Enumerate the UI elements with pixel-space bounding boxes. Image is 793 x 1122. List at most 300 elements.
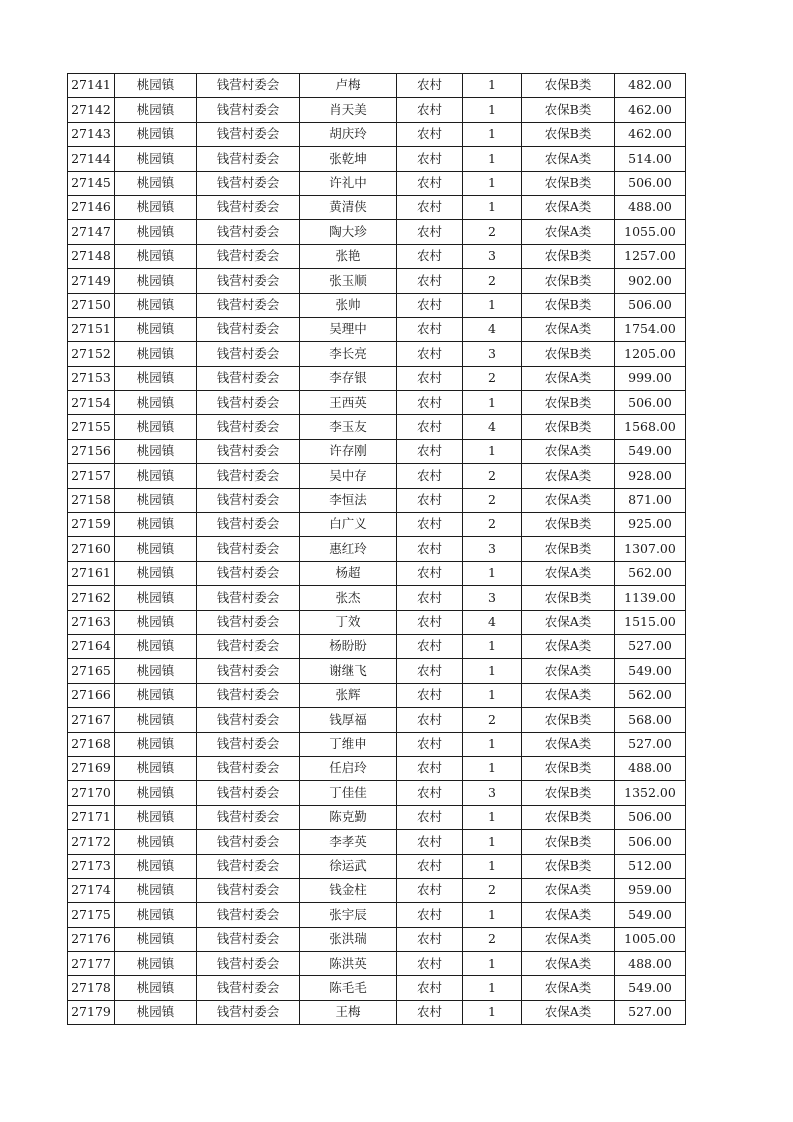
table-row [68,903,686,927]
area-cell: 农村 [397,903,463,927]
amount-cell: 562.00 [615,561,686,585]
household-count-cell: 1 [463,439,522,463]
category-cell: 农保B类 [522,586,615,610]
town-cell: 桃园镇 [115,391,197,415]
category-cell: 农保B类 [522,342,615,366]
committee-cell: 钱营村委会 [197,781,300,805]
table-row [68,854,686,878]
household-count-cell: 2 [463,488,522,512]
committee-cell: 钱营村委会 [197,927,300,951]
town-cell: 桃园镇 [115,952,197,976]
area-cell: 农村 [397,147,463,171]
category-cell: 农保A类 [522,976,615,1000]
table-row [68,342,686,366]
area-cell: 农村 [397,781,463,805]
row-id-cell: 27173 [68,854,115,878]
amount-cell: 928.00 [615,464,686,488]
area-cell: 农村 [397,756,463,780]
town-cell: 桃园镇 [115,244,197,268]
category-cell: 农保B类 [522,293,615,317]
name-cell: 陈洪英 [300,952,397,976]
area-cell: 农村 [397,366,463,390]
category-cell: 农保B类 [522,830,615,854]
name-cell: 李存银 [300,366,397,390]
area-cell: 农村 [397,659,463,683]
table-row [68,952,686,976]
committee-cell: 钱营村委会 [197,439,300,463]
row-id-cell: 27178 [68,976,115,1000]
name-cell: 白广义 [300,513,397,537]
area-cell: 农村 [397,854,463,878]
amount-cell: 506.00 [615,171,686,195]
household-count-cell: 1 [463,561,522,585]
town-cell: 桃园镇 [115,634,197,658]
committee-cell: 钱营村委会 [197,756,300,780]
household-count-cell: 2 [463,220,522,244]
town-cell: 桃园镇 [115,903,197,927]
amount-cell: 527.00 [615,634,686,658]
household-count-cell: 4 [463,415,522,439]
committee-cell: 钱营村委会 [197,269,300,293]
row-id-cell: 27153 [68,366,115,390]
area-cell: 农村 [397,952,463,976]
committee-cell: 钱营村委会 [197,610,300,634]
area-cell: 农村 [397,634,463,658]
area-cell: 农村 [397,561,463,585]
roster-body [68,74,686,1025]
row-id-cell: 27156 [68,439,115,463]
committee-cell: 钱营村委会 [197,805,300,829]
town-cell: 桃园镇 [115,342,197,366]
category-cell: 农保B类 [522,781,615,805]
name-cell: 陶大珍 [300,220,397,244]
name-cell: 吴中存 [300,464,397,488]
household-count-cell: 1 [463,122,522,146]
town-cell: 桃园镇 [115,830,197,854]
committee-cell: 钱营村委会 [197,561,300,585]
household-count-cell: 3 [463,586,522,610]
amount-cell: 512.00 [615,854,686,878]
category-cell: 农保A类 [522,147,615,171]
table-row [68,927,686,951]
row-id-cell: 27145 [68,171,115,195]
town-cell: 桃园镇 [115,537,197,561]
household-count-cell: 3 [463,342,522,366]
name-cell: 张辉 [300,683,397,707]
area-cell: 农村 [397,878,463,902]
town-cell: 桃园镇 [115,561,197,585]
household-count-cell: 1 [463,903,522,927]
table-row [68,171,686,195]
name-cell: 肖天美 [300,98,397,122]
committee-cell: 钱营村委会 [197,830,300,854]
committee-cell: 钱营村委会 [197,634,300,658]
household-count-cell: 1 [463,1000,522,1024]
table-row [68,1000,686,1024]
committee-cell: 钱营村委会 [197,854,300,878]
table-row [68,122,686,146]
town-cell: 桃园镇 [115,708,197,732]
name-cell: 黄清侠 [300,195,397,219]
table-row [68,293,686,317]
table-row [68,732,686,756]
committee-cell: 钱营村委会 [197,659,300,683]
table-row [68,269,686,293]
row-id-cell: 27160 [68,537,115,561]
town-cell: 桃园镇 [115,488,197,512]
town-cell: 桃园镇 [115,683,197,707]
category-cell: 农保A类 [522,732,615,756]
area-cell: 农村 [397,317,463,341]
household-count-cell: 2 [463,366,522,390]
name-cell: 吴理中 [300,317,397,341]
table-row [68,244,686,268]
name-cell: 任启玲 [300,756,397,780]
amount-cell: 506.00 [615,293,686,317]
town-cell: 桃园镇 [115,781,197,805]
town-cell: 桃园镇 [115,756,197,780]
amount-cell: 527.00 [615,1000,686,1024]
committee-cell: 钱营村委会 [197,317,300,341]
amount-cell: 549.00 [615,903,686,927]
table-row [68,391,686,415]
town-cell: 桃园镇 [115,439,197,463]
category-cell: 农保B类 [522,244,615,268]
name-cell: 王西英 [300,391,397,415]
row-id-cell: 27147 [68,220,115,244]
category-cell: 农保A类 [522,561,615,585]
amount-cell: 527.00 [615,732,686,756]
table-row [68,464,686,488]
table-row [68,537,686,561]
area-cell: 农村 [397,830,463,854]
amount-cell: 1055.00 [615,220,686,244]
committee-cell: 钱营村委会 [197,195,300,219]
committee-cell: 钱营村委会 [197,171,300,195]
committee-cell: 钱营村委会 [197,732,300,756]
household-count-cell: 2 [463,708,522,732]
amount-cell: 562.00 [615,683,686,707]
committee-cell: 钱营村委会 [197,952,300,976]
row-id-cell: 27150 [68,293,115,317]
row-id-cell: 27151 [68,317,115,341]
area-cell: 农村 [397,488,463,512]
amount-cell: 1307.00 [615,537,686,561]
area-cell: 农村 [397,391,463,415]
row-id-cell: 27155 [68,415,115,439]
amount-cell: 488.00 [615,952,686,976]
committee-cell: 钱营村委会 [197,122,300,146]
amount-cell: 549.00 [615,976,686,1000]
amount-cell: 1257.00 [615,244,686,268]
row-id-cell: 27169 [68,756,115,780]
row-id-cell: 27143 [68,122,115,146]
amount-cell: 506.00 [615,805,686,829]
area-cell: 农村 [397,708,463,732]
area-cell: 农村 [397,537,463,561]
area-cell: 农村 [397,342,463,366]
amount-cell: 1352.00 [615,781,686,805]
town-cell: 桃园镇 [115,464,197,488]
household-count-cell: 4 [463,317,522,341]
committee-cell: 钱营村委会 [197,903,300,927]
table-row [68,220,686,244]
amount-cell: 488.00 [615,756,686,780]
category-cell: 农保A类 [522,634,615,658]
name-cell: 张艳 [300,244,397,268]
town-cell: 桃园镇 [115,415,197,439]
area-cell: 农村 [397,220,463,244]
row-id-cell: 27161 [68,561,115,585]
row-id-cell: 27149 [68,269,115,293]
name-cell: 陈克勤 [300,805,397,829]
area-cell: 农村 [397,122,463,146]
category-cell: 农保B类 [522,805,615,829]
table-row [68,439,686,463]
area-cell: 农村 [397,244,463,268]
table-row [68,98,686,122]
household-count-cell: 3 [463,244,522,268]
category-cell: 农保B类 [522,391,615,415]
area-cell: 农村 [397,610,463,634]
committee-cell: 钱营村委会 [197,98,300,122]
name-cell: 钱厚福 [300,708,397,732]
name-cell: 许存刚 [300,439,397,463]
name-cell: 李恒法 [300,488,397,512]
town-cell: 桃园镇 [115,122,197,146]
name-cell: 杨超 [300,561,397,585]
category-cell: 农保A类 [522,952,615,976]
area-cell: 农村 [397,805,463,829]
row-id-cell: 27141 [68,74,115,98]
amount-cell: 549.00 [615,439,686,463]
household-count-cell: 2 [463,269,522,293]
town-cell: 桃园镇 [115,610,197,634]
area-cell: 农村 [397,195,463,219]
amount-cell: 1568.00 [615,415,686,439]
amount-cell: 925.00 [615,513,686,537]
category-cell: 农保A类 [522,878,615,902]
table-row [68,561,686,585]
row-id-cell: 27167 [68,708,115,732]
category-cell: 农保A类 [522,659,615,683]
table-row [68,488,686,512]
household-count-cell: 1 [463,830,522,854]
area-cell: 农村 [397,439,463,463]
row-id-cell: 27171 [68,805,115,829]
category-cell: 农保A类 [522,195,615,219]
name-cell: 陈毛毛 [300,976,397,1000]
town-cell: 桃园镇 [115,927,197,951]
table-row [68,683,686,707]
name-cell: 惠红玲 [300,537,397,561]
table-row [68,756,686,780]
category-cell: 农保B类 [522,854,615,878]
table-row [68,976,686,1000]
category-cell: 农保A类 [522,1000,615,1024]
household-count-cell: 1 [463,171,522,195]
committee-cell: 钱营村委会 [197,513,300,537]
amount-cell: 1205.00 [615,342,686,366]
table-row [68,366,686,390]
town-cell: 桃园镇 [115,98,197,122]
committee-cell: 钱营村委会 [197,147,300,171]
committee-cell: 钱营村委会 [197,220,300,244]
area-cell: 农村 [397,586,463,610]
area-cell: 农村 [397,98,463,122]
category-cell: 农保A类 [522,683,615,707]
household-count-cell: 1 [463,98,522,122]
household-count-cell: 1 [463,659,522,683]
row-id-cell: 27154 [68,391,115,415]
committee-cell: 钱营村委会 [197,391,300,415]
town-cell: 桃园镇 [115,195,197,219]
household-count-cell: 3 [463,537,522,561]
category-cell: 农保B类 [522,98,615,122]
category-cell: 农保B类 [522,513,615,537]
amount-cell: 549.00 [615,659,686,683]
area-cell: 农村 [397,415,463,439]
committee-cell: 钱营村委会 [197,74,300,98]
category-cell: 农保B类 [522,171,615,195]
town-cell: 桃园镇 [115,74,197,98]
town-cell: 桃园镇 [115,732,197,756]
name-cell: 杨盼盼 [300,634,397,658]
name-cell: 李长亮 [300,342,397,366]
town-cell: 桃园镇 [115,366,197,390]
town-cell: 桃园镇 [115,171,197,195]
committee-cell: 钱营村委会 [197,488,300,512]
town-cell: 桃园镇 [115,659,197,683]
household-count-cell: 1 [463,634,522,658]
category-cell: 农保A类 [522,464,615,488]
committee-cell: 钱营村委会 [197,342,300,366]
row-id-cell: 27164 [68,634,115,658]
row-id-cell: 27179 [68,1000,115,1024]
category-cell: 农保A类 [522,903,615,927]
row-id-cell: 27148 [68,244,115,268]
household-count-cell: 1 [463,805,522,829]
committee-cell: 钱营村委会 [197,415,300,439]
committee-cell: 钱营村委会 [197,244,300,268]
row-id-cell: 27170 [68,781,115,805]
town-cell: 桃园镇 [115,293,197,317]
area-cell: 农村 [397,464,463,488]
household-count-cell: 2 [463,927,522,951]
household-count-cell: 1 [463,147,522,171]
amount-cell: 1005.00 [615,927,686,951]
table-row [68,415,686,439]
town-cell: 桃园镇 [115,586,197,610]
category-cell: 农保B类 [522,269,615,293]
category-cell: 农保B类 [522,537,615,561]
amount-cell: 462.00 [615,98,686,122]
table-row [68,781,686,805]
town-cell: 桃园镇 [115,976,197,1000]
area-cell: 农村 [397,927,463,951]
amount-cell: 959.00 [615,878,686,902]
amount-cell: 482.00 [615,74,686,98]
name-cell: 张宇辰 [300,903,397,927]
committee-cell: 钱营村委会 [197,1000,300,1024]
table-row [68,830,686,854]
table-row [68,195,686,219]
amount-cell: 506.00 [615,391,686,415]
row-id-cell: 27175 [68,903,115,927]
table-row [68,805,686,829]
name-cell: 谢继飞 [300,659,397,683]
household-count-cell: 1 [463,732,522,756]
category-cell: 农保A类 [522,317,615,341]
committee-cell: 钱营村委会 [197,537,300,561]
row-id-cell: 27177 [68,952,115,976]
category-cell: 农保A类 [522,220,615,244]
row-id-cell: 27144 [68,147,115,171]
row-id-cell: 27166 [68,683,115,707]
household-count-cell: 1 [463,854,522,878]
amount-cell: 1515.00 [615,610,686,634]
amount-cell: 488.00 [615,195,686,219]
amount-cell: 514.00 [615,147,686,171]
household-count-cell: 2 [463,878,522,902]
name-cell: 徐运武 [300,854,397,878]
category-cell: 农保B类 [522,415,615,439]
amount-cell: 1139.00 [615,586,686,610]
household-count-cell: 1 [463,976,522,1000]
household-count-cell: 1 [463,952,522,976]
household-count-cell: 4 [463,610,522,634]
committee-cell: 钱营村委会 [197,878,300,902]
area-cell: 农村 [397,1000,463,1024]
category-cell: 农保A类 [522,439,615,463]
household-count-cell: 1 [463,683,522,707]
name-cell: 丁效 [300,610,397,634]
name-cell: 卢梅 [300,74,397,98]
name-cell: 张玉顺 [300,269,397,293]
name-cell: 李玉友 [300,415,397,439]
table-row [68,513,686,537]
town-cell: 桃园镇 [115,1000,197,1024]
household-count-cell: 2 [463,464,522,488]
amount-cell: 871.00 [615,488,686,512]
row-id-cell: 27165 [68,659,115,683]
name-cell: 张杰 [300,586,397,610]
name-cell: 张帅 [300,293,397,317]
town-cell: 桃园镇 [115,269,197,293]
area-cell: 农村 [397,269,463,293]
row-id-cell: 27163 [68,610,115,634]
name-cell: 丁佳佳 [300,781,397,805]
table-row [68,634,686,658]
town-cell: 桃园镇 [115,805,197,829]
area-cell: 农村 [397,74,463,98]
committee-cell: 钱营村委会 [197,293,300,317]
category-cell: 农保B类 [522,122,615,146]
category-cell: 农保A类 [522,610,615,634]
row-id-cell: 27146 [68,195,115,219]
name-cell: 张乾坤 [300,147,397,171]
row-id-cell: 27142 [68,98,115,122]
roster-table [67,73,686,1025]
committee-cell: 钱营村委会 [197,708,300,732]
town-cell: 桃园镇 [115,854,197,878]
committee-cell: 钱营村委会 [197,683,300,707]
name-cell: 钱金柱 [300,878,397,902]
table-row [68,659,686,683]
table-row [68,586,686,610]
category-cell: 农保B类 [522,756,615,780]
name-cell: 李孝英 [300,830,397,854]
